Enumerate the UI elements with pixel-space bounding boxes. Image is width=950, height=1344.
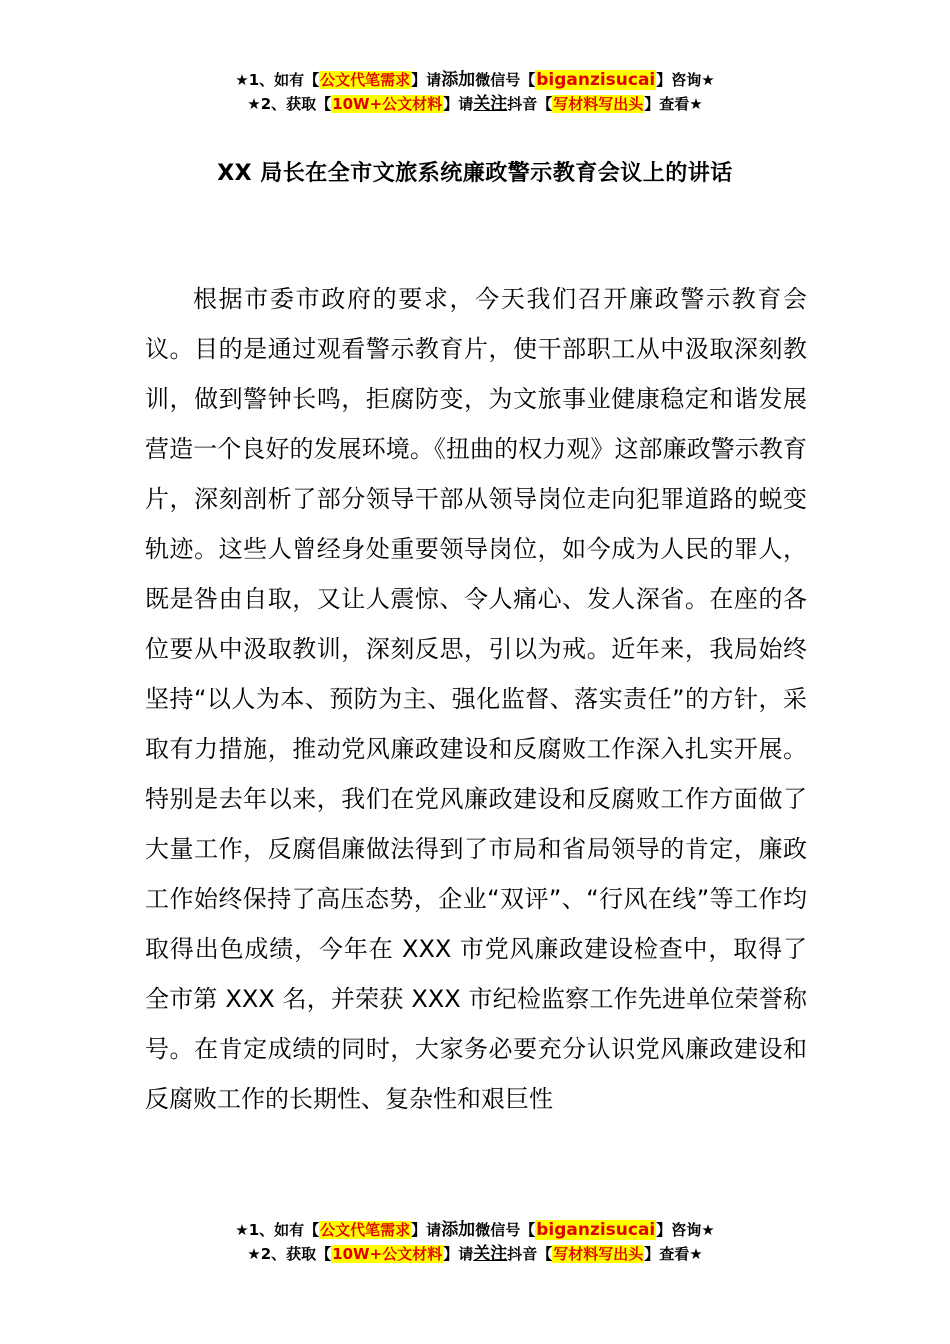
highlight-materials: 10W+公文材料: [332, 95, 443, 113]
footer-banner: [0, 1218, 950, 1266]
banner-text: 】咨询★: [656, 1221, 715, 1239]
body-paragraph: 根据市委市政府的要求，今天我们召开廉政警示教育会议。目的是通过观看警示教育片，使干部职工从中汲取深刻教训，做到警钟长鸣，拒腐防变，为文旅事业健康稳定和谐发展营造一个良好的发展环境。《扭曲的权力观》这部廉政警示教育片，深刻剖析了部分领导干部从领导岗位走向犯罪道路的蜕变轨迹。这些人曾经身处重要领导岗位，如今成为人民的罪人，既是咎由自取，又让人震惊、令人痛心、发人深省。在座的各位要从中汲取教训，深刻反思，引以为戒。近年来，我局始终坚持“以人为本、预防为主、强化监督、落实责任”的方针，采取有力措施，推动党风廉政建设和反腐败工作深入扎实开展。特别是去年以来，我们在党风廉政建设和反腐败工作方面做了大量工作，反腐倡廉做法得到了市局和省局领导的肯定，廉政工作始终保持了高压态势，企业“双评”、“行风在线”等工作均取得出色成绩，今年在 XXX 市党风廉政建设检查中，取得了全市第 XXX 名，并荣获 XXX 市纪检监察工作先进单位荣誉称号。在肯定成绩的同时，大家务必要充分认识党风廉政建设和反腐败工作的长期性、复杂性和艰巨性: [145, 285, 807, 1113]
banner-line-1: [0, 1218, 950, 1242]
highlight-materials: 10W+公文材料: [332, 1245, 443, 1263]
highlight-service: 公文代笔需求: [320, 71, 411, 89]
banner-emphasis: 添加: [441, 70, 476, 90]
header-banner: [0, 68, 950, 116]
highlight-wechat-id: biganzisucai: [536, 70, 656, 90]
banner-text: 】查看★: [644, 95, 703, 113]
banner-line-2: [0, 1242, 950, 1266]
banner-text: 】请: [443, 1245, 474, 1263]
banner-text: 抖音【: [507, 1245, 553, 1263]
banner-text: ★2、获取【: [247, 95, 332, 113]
banner-text: ★1、如有【: [235, 71, 320, 89]
banner-text: ★1、如有【: [235, 1221, 320, 1239]
highlight-wechat-id: biganzisucai: [536, 1220, 656, 1240]
banner-emphasis: 添加: [441, 1220, 476, 1240]
banner-text: 】查看★: [644, 1245, 703, 1263]
banner-line-1: [0, 68, 950, 92]
highlight-service: 公文代笔需求: [320, 1221, 411, 1239]
banner-text: 】请: [443, 95, 474, 113]
banner-text: ★2、获取【: [247, 1245, 332, 1263]
banner-text: 抖音【: [507, 95, 553, 113]
document-title: XX 局长在全市文旅系统廉政警示教育会议上的讲话: [217, 161, 733, 186]
highlight-douyin: 写材料写出头: [553, 1245, 644, 1263]
banner-emphasis: 关注: [473, 1244, 508, 1264]
banner-text: 】咨询★: [656, 71, 715, 89]
banner-text: 】请: [411, 71, 442, 89]
banner-text: 微信号【: [475, 1221, 536, 1239]
banner-text: 】请: [411, 1221, 442, 1239]
banner-emphasis: 关注: [473, 94, 508, 114]
banner-text: 微信号【: [475, 71, 536, 89]
highlight-douyin: 写材料写出头: [553, 95, 644, 113]
banner-line-2: [0, 92, 950, 116]
